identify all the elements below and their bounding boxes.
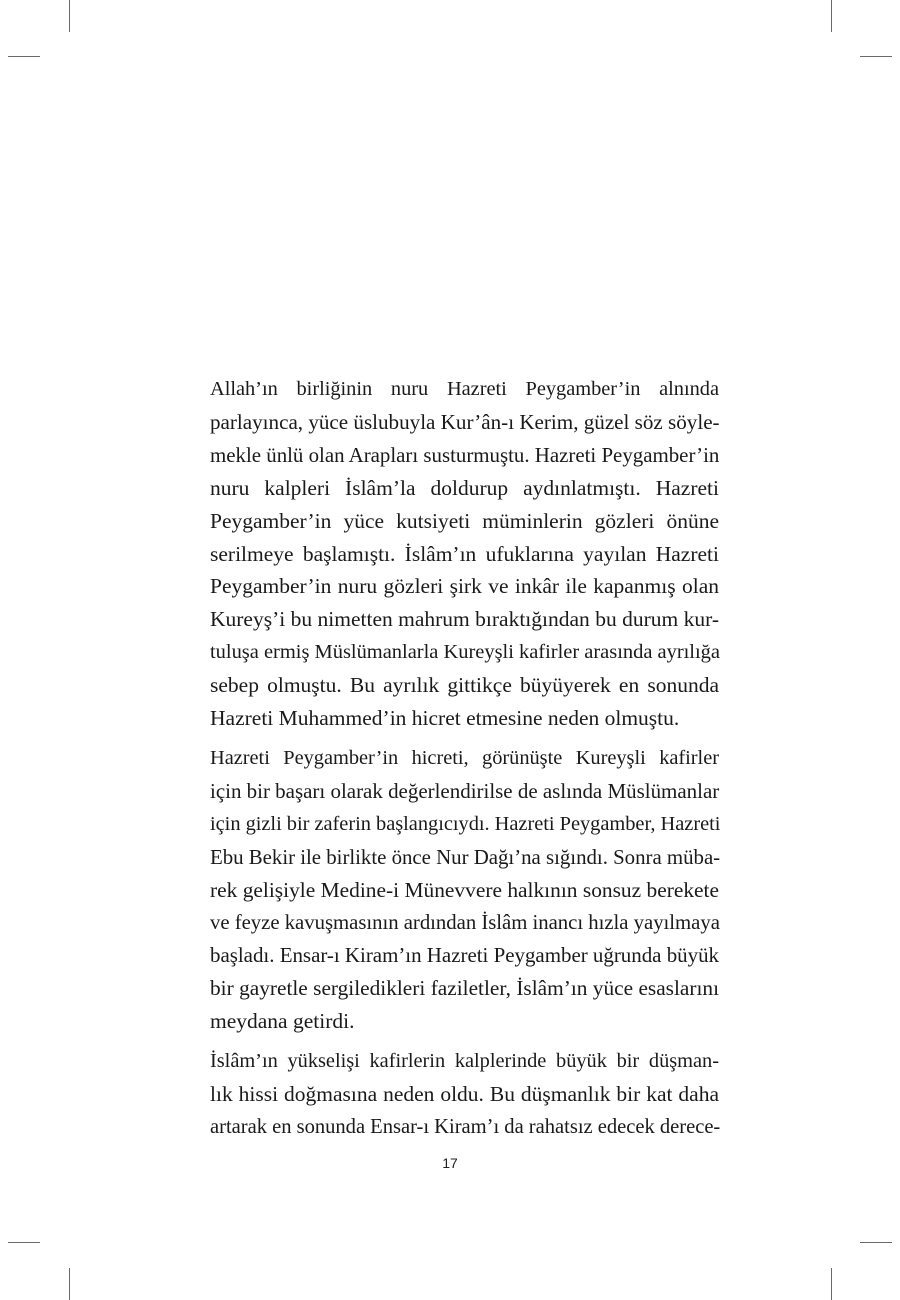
crop-mark-left-upper (8, 56, 40, 57)
text-line: mekle ünlü olan Arapları susturmuştu. Hazreti Peygamber’in (210, 442, 720, 467)
text-line: Hazreti Peygamber’in hicreti, görünüşte Kureyşli kafirler (210, 746, 719, 769)
page-number: 17 (442, 1155, 458, 1171)
crop-mark-right-upper (860, 56, 892, 57)
paragraph-1 (183, 373, 719, 735)
crop-mark-bottom-left (69, 1268, 70, 1300)
text-line: artarak en sonunda Ensar-ı Kiram’ı da rahatsız edecek derece- (210, 1115, 721, 1138)
text-line: serilmeye başlamıştı. İslâm’ın ufuklarına yayılan Hazreti (210, 541, 719, 566)
text-line: sebep olmuştu. Bu ayrılık gittikçe büyüyerek en sonunda (210, 673, 719, 698)
text-line: lık hissi doğmasına neden oldu. Bu düşmanlık bir kat daha (210, 1082, 719, 1107)
text-line: Allah’ın birliğinin nuru Hazreti Peygamber’in alnında (210, 378, 719, 400)
crop-mark-top-right (831, 0, 832, 32)
crop-mark-bottom-right (831, 1268, 832, 1300)
crop-mark-right-lower (860, 1242, 892, 1243)
text-line: Ebu Bekir ile birlikte önce Nur Dağı’na sığındı. Sonra müba- (210, 844, 721, 869)
paragraph-3 (183, 1045, 719, 1144)
text-line: Kureyş’i bu nimetten mahrum bıraktığından bu durum kur- (210, 607, 719, 632)
text-line: için gizli bir zaferin başlangıcıydı. Hazreti Peygamber, Hazreti (210, 812, 721, 835)
text-line: Peygamber’in nuru gözleri şirk ve inkâr ile kapanmış olan (210, 574, 719, 599)
text-line: İslâm’ın yükselişi kafirlerin kalplerinde büyük bir düşman- (210, 1050, 719, 1073)
text-line: tuluşa ermiş Müslümanlarla Kureyşli kafirler arasında ayrılığa (210, 641, 720, 664)
text-line: parlayınca, yüce üslubuyla Kur’ân-ı Kerim, güzel söz söyle- (210, 409, 720, 434)
text-line: Peygamber’in yüce kutsiyeti müminlerin gözleri önüne (210, 508, 719, 533)
text-line: Hazreti Muhammed’in hicret etmesine neden olmuştu. (210, 706, 680, 731)
paragraph-2 (183, 742, 719, 1038)
text-line: meydana getirdi. (210, 1009, 355, 1034)
text-line: nuru kalpleri İslâm’la doldurup aydınlatmıştı. Hazreti (210, 475, 719, 500)
crop-mark-top-left (69, 0, 70, 32)
body-text (183, 373, 719, 1151)
text-line: bir gayretle sergiledikleri faziletler, İslâm’ın yüce esaslarını (210, 976, 719, 1001)
text-line: başladı. Ensar-ı Kiram’ın Hazreti Peygamber uğrunda büyük (210, 943, 719, 968)
crop-mark-left-lower (8, 1242, 40, 1243)
text-line: ve feyze kavuşmasının ardından İslâm inancı hızla yayılmaya (210, 911, 720, 934)
text-line: rek gelişiyle Medine-i Münevvere halkının sonsuz berekete (210, 877, 719, 902)
text-line: için bir başarı olarak değerlendirilse de aslında Müslümanlar (210, 778, 720, 803)
